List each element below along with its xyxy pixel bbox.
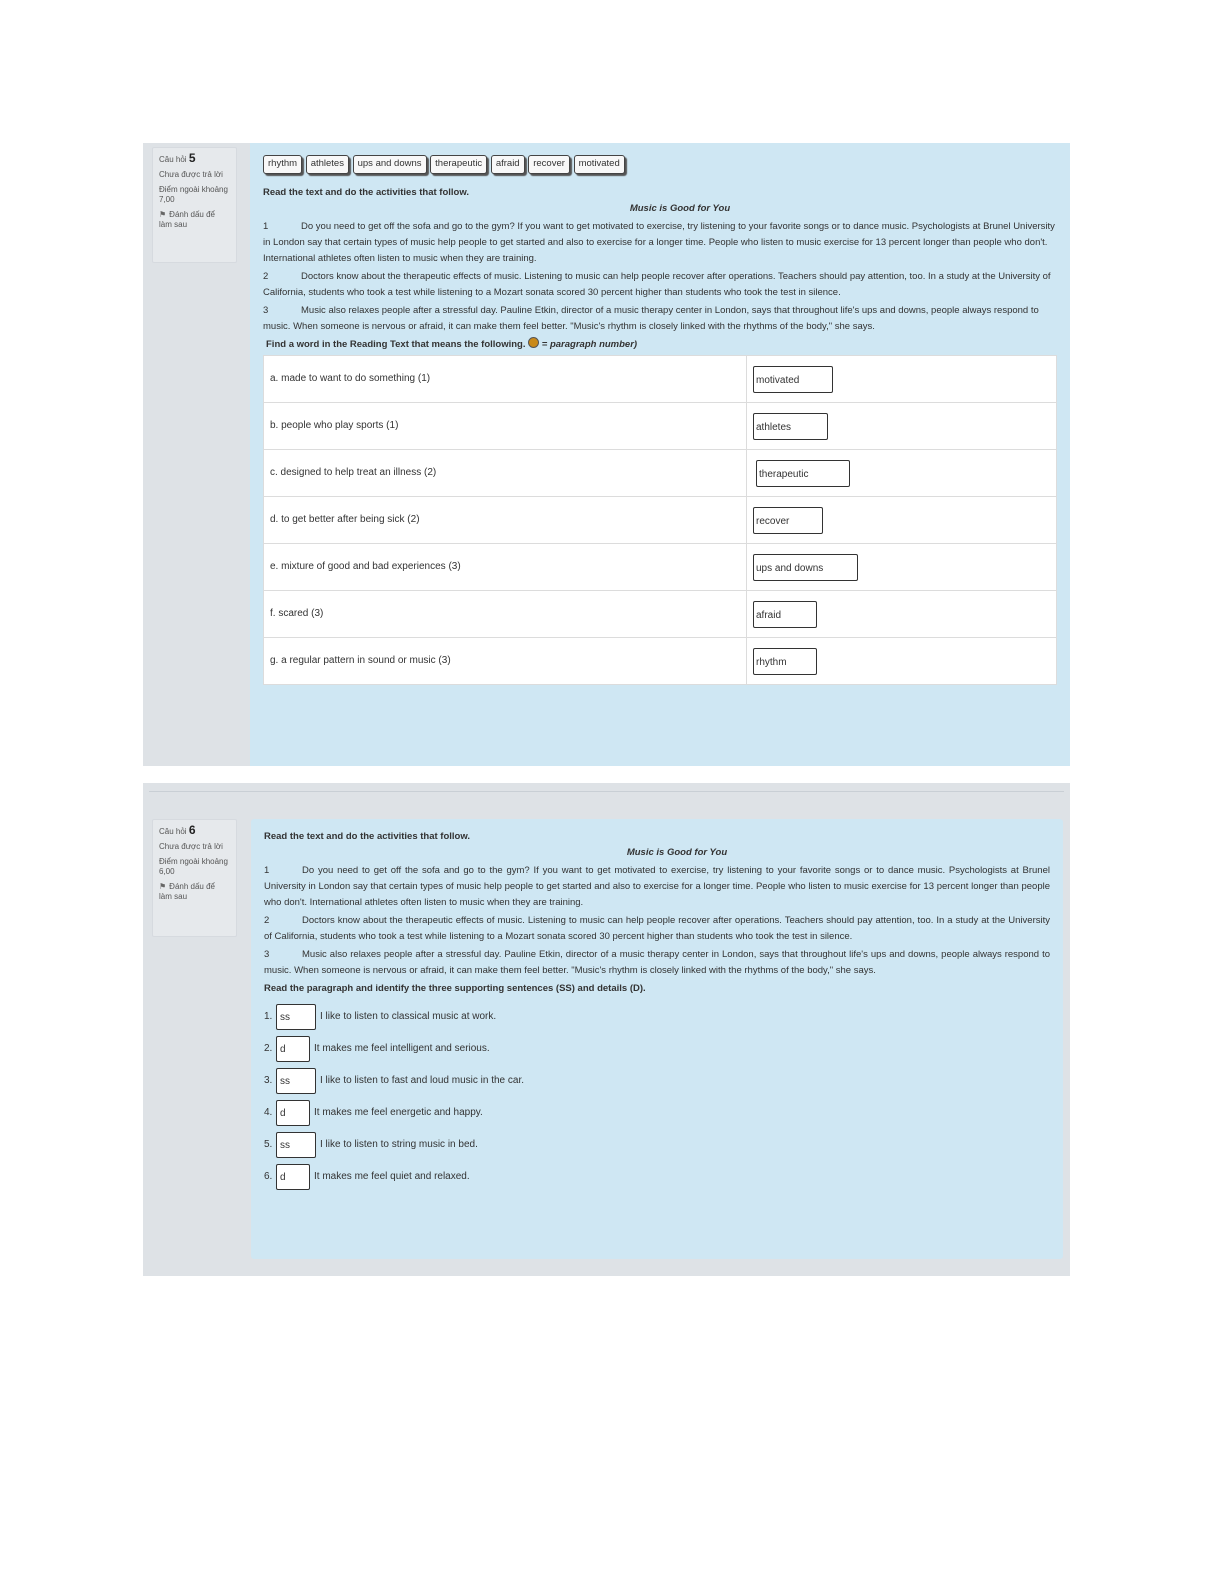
row-prompt: d. to get better after being sick (2) [264,497,747,544]
answer-input[interactable]: d [276,1100,310,1126]
row-answer-cell [747,450,1057,497]
table-row [264,591,1057,638]
matching-table [263,355,1057,685]
instruction: Read the text and do the activities that follow. [264,831,471,842]
divider [149,791,1064,792]
flag-icon: ⚑ [159,210,167,219]
question-number: Câu hỏi 5 [159,151,196,165]
question-5-block [143,143,1070,766]
list-item: 2. d It makes me feel intelligent and serious. [264,1033,1050,1065]
row-answer-cell [747,638,1057,685]
paragraph-1: 1 Do you need to get off the sofa and go to the gym? If you want to get motivated to exercise, try listening to your favorite songs or to dance music. Psychologists at Brunel University in London say that certain types of music help people to get started and also to exercise for a longer time. People who listen to music exercise for 13 percent longer than people who don't. International athletes often listen to music when they are training. [264,865,1050,908]
task-instruction: Read the paragraph and identify the three supporting sentences (SS) and details (D). [264,983,646,994]
answer-input[interactable]: d [276,1036,310,1062]
table-row [264,403,1057,450]
answer-input[interactable]: ss [276,1068,316,1094]
row-answer-cell [747,403,1057,450]
row-answer-cell [747,544,1057,591]
drag-chip[interactable]: afraid [491,155,525,174]
row-prompt: b. people who play sports (1) [264,403,747,450]
table-row [264,544,1057,591]
flag-question[interactable]: ⚑ Đánh dấu để làm sau [159,210,215,229]
paragraph-2: 2 Doctors know about the therapeutic effects of music. Listening to music can help people recover after operations. Teachers should pay attention, too. In a study at the University of California, students who took a test while listening to a Mozart sonata scored 30 percent higher than students who took the test in silence. [263,271,1051,298]
list-item: 3. ss I like to listen to fast and loud music in the car. [264,1065,1050,1097]
row-prompt: g. a regular pattern in sound or music (3) [264,638,747,685]
question-info [152,819,237,937]
paragraph-2: 2 Doctors know about the therapeutic effects of music. Listening to music can help people recover after operations. Teachers should pay attention, too. In a study at the University of California, students who took a test while listening to a Mozart sonata scored 30 percent higher than students who took the test in silence. [264,915,1050,942]
question-separator [143,766,1070,783]
row-answer-cell [747,356,1057,403]
drop-zone[interactable]: athletes [753,413,828,440]
paragraph-1: 1 Do you need to get off the sofa and go to the gym? If you want to get motivated to exercise, try listening to your favorite songs or to dance music. Psychologists at Brunel University in London say that certain types of music help people to get started and also to exercise for a longer time. People who listen to music exercise for 13 percent longer than people who don't. International athletes often listen to music when they are training. [263,221,1055,264]
paragraph-3: 3 Music also relaxes people after a stressful day. Pauline Etkin, director of a music therapy center in London, says that throughout life's ups and downs, people always respond to music. When someone is nervous or afraid, it can make them feel better. "Music's rhythm is closely linked with the rhythms of the body," she says. [264,949,1050,976]
list-item: 6. d It makes me feel quiet and relaxed. [264,1161,1050,1193]
list-item: 4. d It makes me feel energetic and happy. [264,1097,1050,1129]
drag-word-bank [263,155,1057,181]
drop-zone[interactable]: motivated [753,366,833,393]
answer-input[interactable]: d [276,1164,310,1190]
paragraph-3: 3 Music also relaxes people after a stressful day. Pauline Etkin, director of a music therapy center in London, says that throughout life's ups and downs, people always respond to music. When someone is nervous or afraid, it can make them feel better. "Music's rhythm is closely linked with the rhythms of the body," she says. [263,305,1039,332]
row-prompt: e. mixture of good and bad experiences (3) [264,544,747,591]
question-grade: Điểm ngoài khoảng 7,00 [159,185,228,204]
drop-zone[interactable]: recover [753,507,823,534]
drop-zone[interactable]: rhythm [753,648,817,675]
table-row [264,356,1057,403]
flag-icon: ⚑ [159,882,167,891]
question-status: Chưa được trả lời [159,842,223,851]
question-number: Câu hỏi 6 [159,823,196,837]
question-content [251,819,1063,1259]
instruction: Read the text and do the activities that follow. [263,187,470,198]
row-answer-cell [747,497,1057,544]
drop-zone[interactable]: afraid [753,601,817,628]
row-prompt: f. scared (3) [264,591,747,638]
row-answer-cell [747,591,1057,638]
row-prompt: c. designed to help treat an illness (2) [264,450,747,497]
drag-chip[interactable]: athletes [306,155,349,174]
passage-title: Music is Good for You [629,203,731,214]
answer-input[interactable]: ss [276,1004,316,1030]
flag-question[interactable]: ⚑ Đánh dấu để làm sau [159,882,215,901]
question-status: Chưa được trả lời [159,170,223,179]
question-grade: Điểm ngoài khoảng 6,00 [159,857,228,876]
row-prompt: a. made to want to do something (1) [264,356,747,403]
passage-title: Music is Good for You [626,847,728,858]
table-row [264,450,1057,497]
list-item: 5. ss I like to listen to string music in bed. [264,1129,1050,1161]
drag-chip[interactable]: therapeutic [430,155,487,174]
answer-input[interactable]: ss [276,1132,316,1158]
drag-chip[interactable]: rhythm [263,155,302,174]
paragraph-marker-icon [528,337,539,348]
question-6-block [143,783,1070,1276]
list-item: 1. ss I like to listen to classical music at work. [264,1001,1050,1033]
drag-chip[interactable]: recover [528,155,570,174]
drag-chip[interactable]: ups and downs [353,155,427,174]
drop-zone[interactable]: therapeutic [756,460,850,487]
question-info [152,147,237,263]
question-content [250,143,1070,766]
drop-zone[interactable]: ups and downs [753,554,858,581]
table-row [264,638,1057,685]
find-instruction: Find a word in the Reading Text that means the following. = paragraph number) [266,339,638,350]
table-row [264,497,1057,544]
drag-chip[interactable]: motivated [574,155,625,174]
